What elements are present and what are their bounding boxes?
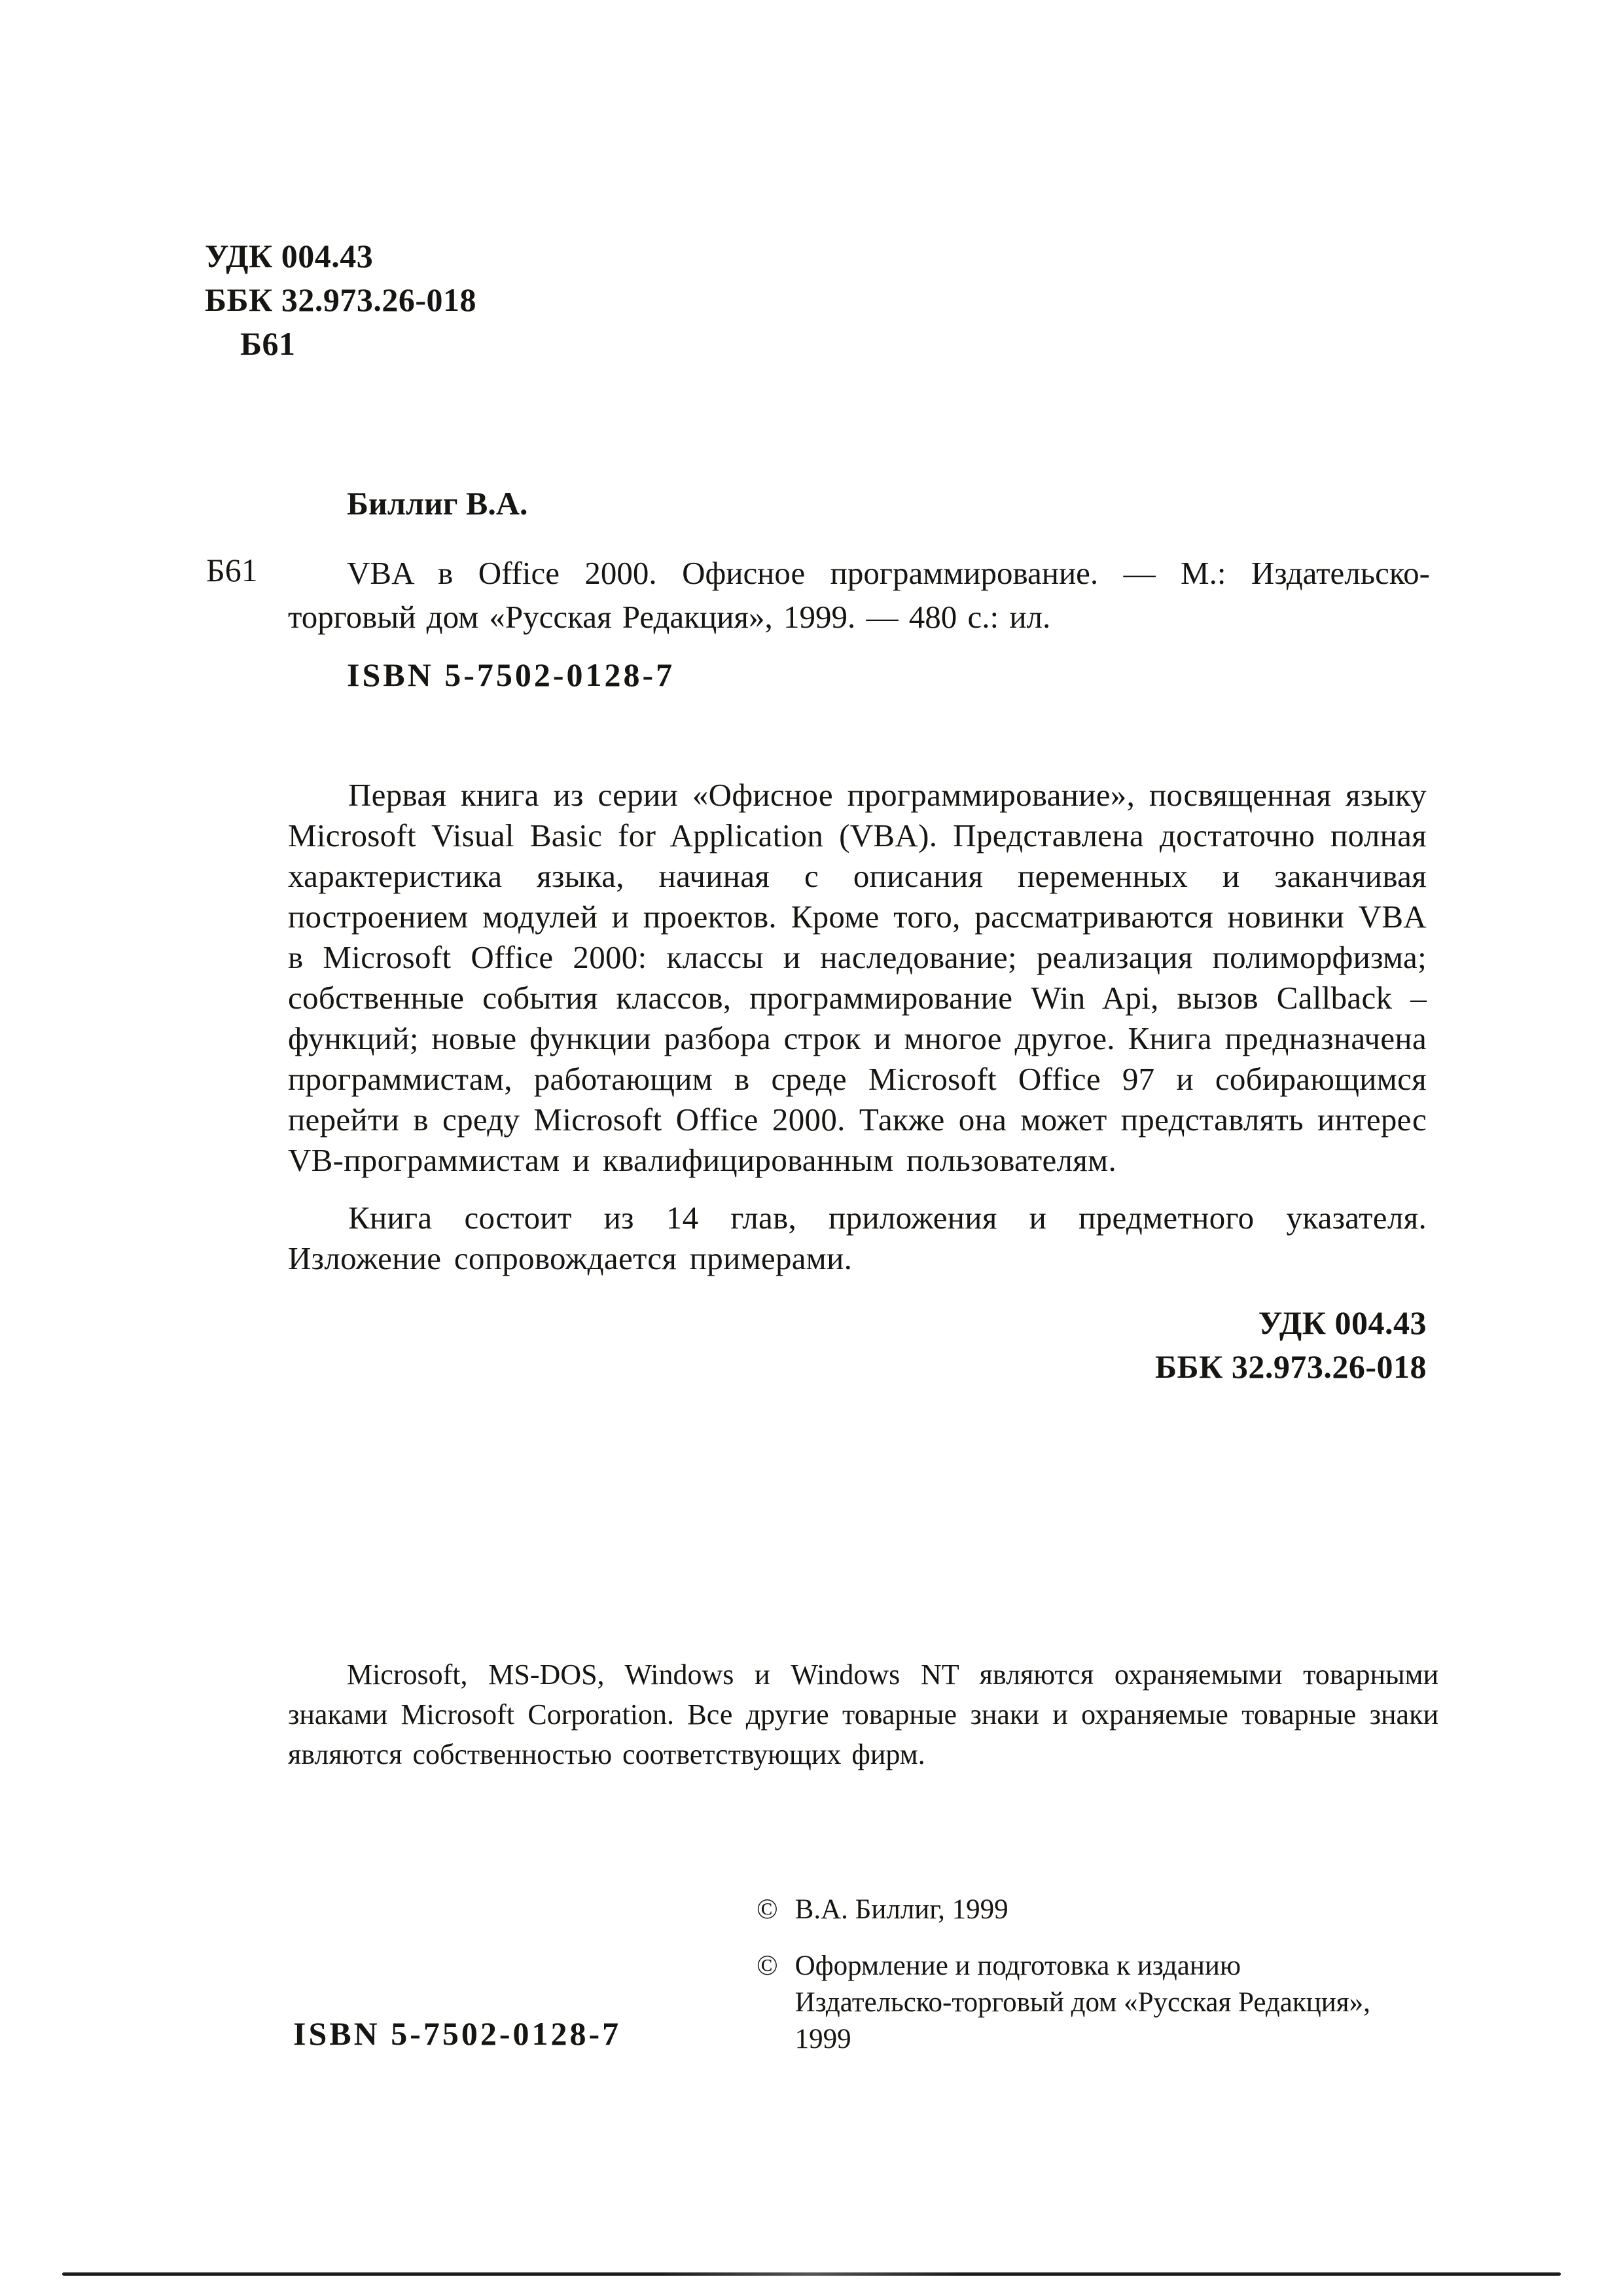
citation-author-sign: Б61 <box>206 552 258 588</box>
annotation-block <box>288 775 1427 1279</box>
bbk-code-top: ББК 32.973.26-018 <box>205 281 477 318</box>
copyright-entry-author <box>757 1892 1450 1928</box>
author-name: Биллиг В.А. <box>347 485 528 522</box>
copyright-publisher-line: Оформление и подготовка к изданию <box>794 1950 1241 1981</box>
isbn-top: ISBN 5-7502-0128-7 <box>347 656 675 693</box>
trademark-notice: Microsoft, MS-DOS, Windows и Windows NT являются охраняемыми товарными знаками Microsoft Corporation. Все другие товарные знаки и охраняемые товарные знаки являются собственностью соответствующих фирм. <box>288 1659 1438 1770</box>
bibliographic-citation: VBA в Office 2000. Офисное программирование. — М.: Издательско-торговый дом «Русская Редакция», 1999. — 480 с.: ил. <box>288 555 1430 635</box>
scan-artifact-line <box>62 2272 1561 2276</box>
copyright-entry-publisher <box>757 1948 1450 2058</box>
copyright-publisher-text <box>795 1948 1370 2058</box>
annotation-paragraph-2: Книга состоит из 14 глав, приложения и предметного указателя. Изложение сопровождается примерами. <box>288 1200 1427 1276</box>
copyright-symbol: © <box>757 1894 778 1925</box>
copyright-publisher-line: 1999 <box>794 2024 851 2054</box>
annotation-paragraph-1: Первая книга из серии «Офисное программирование», посвященная языку Microsoft Visual Basic for Application (VBA). Представлена достаточно полная характеристика языка, начиная с описания переменных и заканчивая построением модулей и проектов. Кроме того, рассматриваются новинки VBA в Microsoft Office 2000: классы и наследование; реализация полиморфизма; собственные события классов, программирование Win Api, вызов Callback – функций; новые функции разбора строк и многое другое. Книга предназначена программистам, работающим в среде Microsoft Office 97 и собирающимся перейти в среду Microsoft Office 2000. Также она может представлять интерес VB-программистам и квалифицированным пользователям. <box>288 777 1427 1178</box>
classification-block-top <box>205 234 476 366</box>
udk-code-right: УДК 004.43 <box>1258 1304 1427 1341</box>
author-sign-top: Б61 <box>240 325 296 362</box>
copyright-publisher-line: Издательско-торговый дом «Русская Редакция», <box>794 1987 1370 2018</box>
copyright-symbol: © <box>757 1950 778 1981</box>
isbn-bottom: ISBN 5-7502-0128-7 <box>293 2015 622 2052</box>
copyright-block <box>757 1892 1450 2058</box>
classification-block-right <box>916 1301 1427 1389</box>
bbk-code-right: ББК 32.973.26-018 <box>1154 1348 1427 1385</box>
copyright-author-text: В.А. Биллиг, 1999 <box>794 1894 1008 1925</box>
udk-code-top: УДК 004.43 <box>205 238 374 274</box>
